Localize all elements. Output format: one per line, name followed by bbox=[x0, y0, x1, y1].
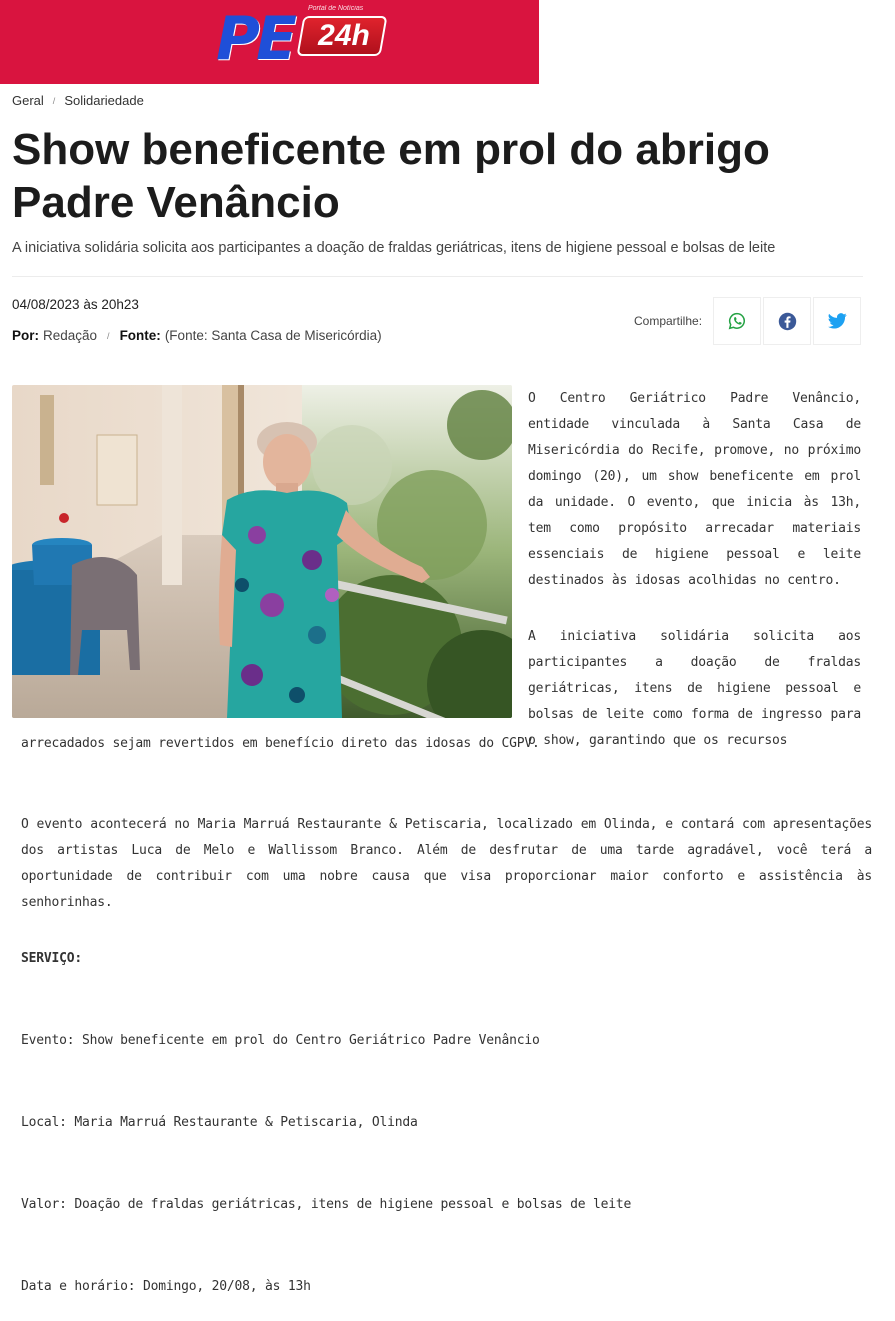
article-paragraph: O evento acontecerá no Maria Marruá Restaurante & Petiscaria, localizado em Olinda, e contará com apresentações dos artistas Luca de Melo e Wallissom Branco. Além de desfrutar de uma tarde agradável, você terá a oportunidade de contribuir com uma nobre causa que visa proporcionar maior conforto e assistência às senhorinhas. bbox=[21, 817, 872, 910]
article-paragraph: O Centro Geriátrico Padre Venâncio, entidade vinculada à Santa Casa de Misericórdia do Recife, promove, no próximo domingo (20), um show beneficente em prol da unidade. O evento, que inicia às 13h, tem como propósito arrecadar materiais essenciais de higiene pessoal e leite destinados às idosas acolhidas no centro. bbox=[528, 391, 861, 588]
article-paragraph-continuation: arrecadados sejam revertidos em benefício direto das idosas do CGPV. bbox=[21, 736, 540, 751]
share-twitter-button[interactable] bbox=[813, 297, 861, 345]
author-label: Por: bbox=[12, 328, 39, 343]
share-whatsapp-button[interactable] bbox=[713, 297, 761, 345]
service-heading bbox=[21, 946, 872, 972]
article-photo bbox=[12, 385, 512, 718]
logo-badge: 24h bbox=[318, 19, 370, 52]
logo-text: PE bbox=[216, 4, 293, 74]
service-heading-text: SERVIÇO: bbox=[21, 951, 83, 966]
source-label: Fonte: bbox=[119, 328, 161, 343]
breadcrumb-item-geral[interactable]: Geral bbox=[12, 93, 44, 108]
service-place: Local: Maria Marruá Restaurante & Petiscaria, Olinda bbox=[21, 1115, 418, 1130]
article-credits bbox=[12, 328, 382, 343]
service-price: Valor: Doação de fraldas geriátricas, itens de higiene pessoal e bolsas de leite bbox=[21, 1197, 632, 1212]
twitter-icon bbox=[828, 313, 847, 329]
source-name: (Fonte: Santa Casa de Misericórdia) bbox=[164, 328, 382, 343]
share-facebook-button[interactable] bbox=[763, 297, 811, 345]
service-event: Evento: Show beneficente em prol do Centro Geriátrico Padre Venâncio bbox=[21, 1033, 540, 1048]
logo-tagline: Portal de Notícias bbox=[308, 5, 364, 12]
site-header-banner bbox=[0, 0, 539, 84]
article-paragraph: A iniciativa solidária solicita aos participantes a doação de fraldas geriátricas, itens de higiene pessoal e bolsas de leite como forma de ingresso para o show, garantindo que os recursos bbox=[528, 629, 861, 748]
service-date: Data e horário: Domingo, 20/08, às 13h bbox=[21, 1279, 311, 1294]
credits-separator: / bbox=[107, 330, 110, 341]
whatsapp-icon bbox=[728, 312, 746, 330]
site-logo[interactable] bbox=[216, 6, 386, 72]
breadcrumb bbox=[12, 93, 144, 108]
article-subtitle: A iniciativa solidária solicita aos participantes a doação de fraldas geriátricas, itens de higiene pessoal e bolsas de leite bbox=[12, 240, 776, 256]
divider bbox=[12, 276, 863, 277]
share-label: Compartilhe: bbox=[634, 314, 703, 328]
facebook-icon bbox=[778, 312, 797, 331]
breadcrumb-item-solidariedade[interactable]: Solidariedade bbox=[64, 93, 144, 108]
article-title: Show beneficente em prol do abrigo Padre Venâncio bbox=[12, 125, 770, 227]
author-name: Redação bbox=[43, 328, 98, 343]
breadcrumb-separator: / bbox=[52, 95, 56, 106]
publish-date: 04/08/2023 às 20h23 bbox=[12, 297, 139, 312]
